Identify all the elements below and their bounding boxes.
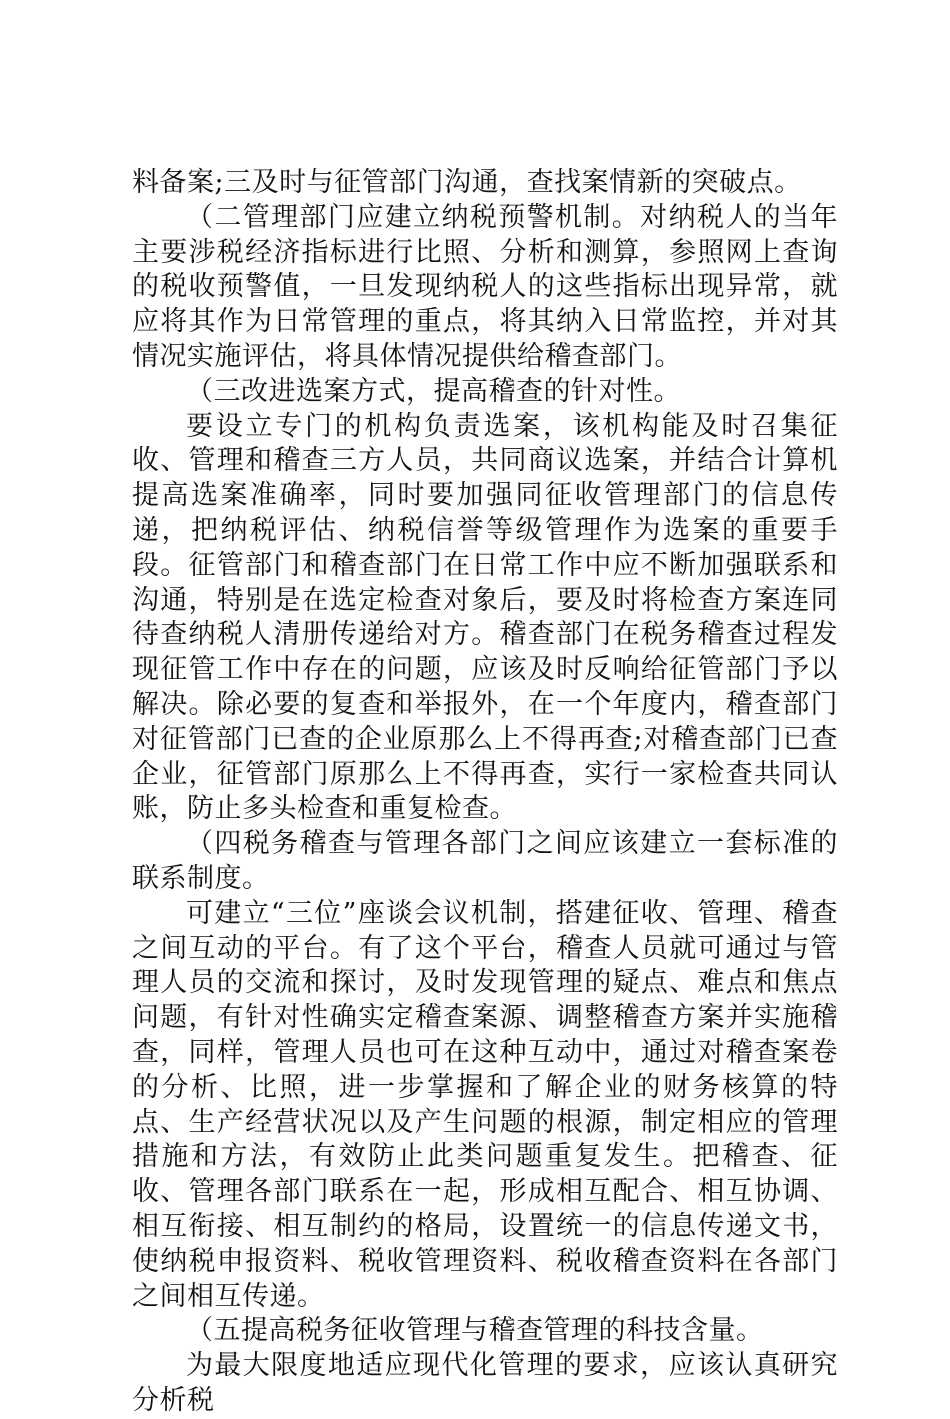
section-heading-5: （五提高税务征收管理与稽查管理的科技含量。 (186, 1315, 764, 1347)
section-heading-3: （三改进选案方式，提高稽查的针对性。 (186, 375, 681, 407)
paragraph-section-3: 要设立专门的机构负责选案，该机构能及时召集征收、管理和稽查三方人员，共同商议选案，并结合计算机提高选案准确率，同时要加强同征收管理部门的信息传递，把纳税评估、纳税信誉等级管理作为选案的重要手段。征管部门和稽查部门在日常工作中应不断加强联系和沟通，特别是在选定检查对象后，要及时将检查方案连同待查纳税人清册传递给对方。稽查部门在税务稽查过程发现征管工作中存在的问题，应该及时反响给征管部门予以解决。除必要的复查和举报外，在一个年度内，稽查部门对征管部门已查的企业原那么上不得再查;对稽查部门已查企业，征管部门原那么上不得再查，实行一家检查共同认账，防止多头检查和重复检查。 (132, 410, 838, 825)
section-heading-4: （四税务稽查与管理各部门之间应该建立一套标准的联系制度。 (132, 828, 838, 894)
section-heading-2: （二管理部门应建立纳税预警机制。对纳税人的当年主要涉税经济指标进行比照、分析和测算，参照网上查询的税收预警值，一旦发现纳税人的这些指标出现异常，就应将其作为日常管理的重点，将其纳入日常监控，并对其情况实施评估，将具体情况提供给稽查部门。 (132, 201, 838, 372)
document-page (132, 166, 838, 1419)
paragraph-continuation: 料备案;三及时与征管部门沟通，查找案情新的突破点。 (132, 167, 802, 198)
paragraph-section-5: 为最大限度地适应现代化管理的要求，应该认真研究分析税 (132, 1350, 838, 1416)
paragraph-section-4: 可建立“三位”座谈会议机制，搭建征收、管理、稽查之间互动的平台。有了这个平台，稽查人员就可通过与管理人员的交流和探讨，及时发现管理的疑点、难点和焦点问题，有针对性确实定稽查案源、调整稽查方案并实施稽查，同样，管理人员也可在这种互动中，通过对稽查案卷的分析、比照，进一步掌握和了解企业的财务核算的特点、生产经营状况以及产生问题的根源，制定相应的管理措施和方法，有效防止此类问题重复发生。把稽查、征收、管理各部门联系在一起，形成相互配合、相互协调、相互衔接、相互制约的格局，设置统一的信息传递文书，使纳税申报资料、税收管理资料、税收稽查资料在各部门之间相互传递。 (132, 897, 838, 1312)
